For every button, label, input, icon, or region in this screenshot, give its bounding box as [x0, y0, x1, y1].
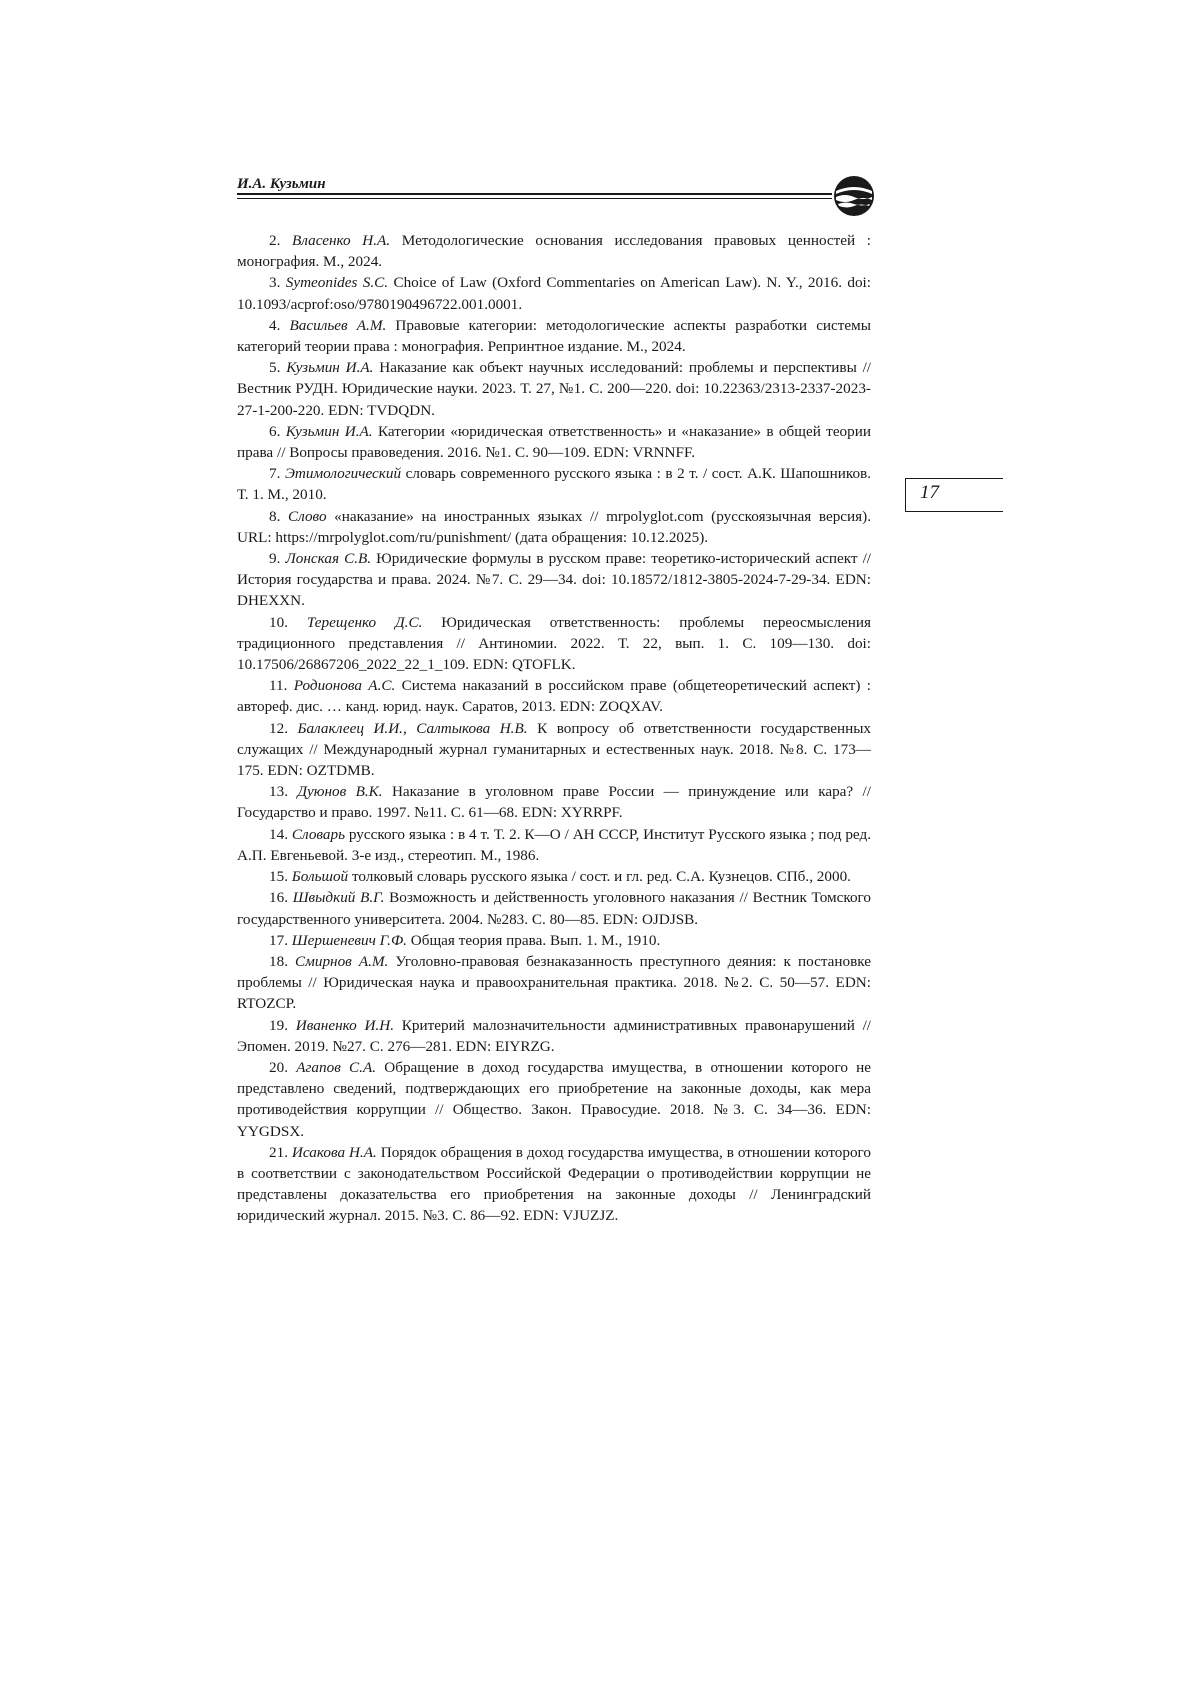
reference-text: русского языка : в 4 т. Т. 2. К—О / АН СССР, Институт Русского языка ; под ред. А.П. Евгеньевой. 3-е изд., стереотип. М., 1986.: [237, 825, 871, 864]
page-number-box: [905, 478, 1003, 512]
reference-text: Наказание как объект научных исследований: проблемы и перспективы // Вестник РУДН. Юридические науки. 2023. Т. 27, №1. С. 200—220. doi: 10.22363/2313-2337-2023-27-1-200-220. EDN: TVDQDN.: [237, 359, 872, 419]
page-number: 17: [920, 482, 939, 503]
reference-item: [237, 506, 871, 548]
reference-author: Балаклеец И.И., Салтыкова Н.В.: [297, 719, 528, 737]
reference-item: [237, 421, 871, 463]
reference-author: Кузьмин И.А.: [286, 359, 374, 377]
reference-author: Швыдкий В.Г.: [292, 889, 385, 907]
reference-item: [237, 824, 871, 866]
reference-item: [237, 930, 871, 951]
reference-number: 7.: [269, 465, 281, 483]
reference-text: толковый словарь русского языка / сост. и гл. ред. С.А. Кузнецов. СПб., 2000.: [351, 868, 851, 886]
reference-number: 16.: [269, 889, 288, 907]
reference-number: 21.: [269, 1143, 288, 1161]
reference-number: 9.: [269, 550, 281, 568]
reference-number: 6.: [269, 422, 281, 440]
reference-author: Иваненко И.Н.: [295, 1016, 395, 1034]
reference-text: Уголовно-правовая безнаказанность преступного деяния: к постановке проблемы // Юридическая наука и правоохранительная практика. 2018. №2. С. 50—57. EDN: RTOZCP.: [237, 952, 872, 1013]
reference-number: 8.: [269, 507, 281, 525]
reference-text: Критерий малозначительности административных правонарушений // Эпомен. 2019. №27. С. 276—281. EDN: EIYRZG.: [237, 1016, 872, 1055]
reference-author: Этимологический: [284, 465, 402, 483]
journal-logo-icon: [832, 174, 876, 218]
reference-text: Choice of Law (Oxford Commentaries on American Law). N. Y., 2016. doi: 10.1093/acprof:oso/9780190496722.001.0001.: [237, 274, 871, 313]
reference-number: 12.: [269, 719, 288, 737]
reference-text: Юридические формулы в русском праве: теоретико-исторический аспект // История государства и права. 2024. №7. С. 29—34. doi: 10.18572/1812-3805-2024-7-29-34. EDN: DHEXXN.: [237, 550, 872, 610]
reference-item: [237, 1057, 871, 1142]
reference-item: [237, 1015, 871, 1057]
reference-number: 18.: [269, 952, 288, 970]
reference-text: Возможность и действенность уголовного наказания // Вестник Томского государственного университета. 2004. №283. С. 80—85. EDN: OJDJSB.: [237, 889, 871, 928]
reference-item: [237, 781, 871, 823]
reference-number: 17.: [269, 931, 288, 949]
reference-item: [237, 675, 871, 717]
reference-author: Symeonides S.C.: [285, 274, 389, 292]
reference-author: Смирнов А.М.: [295, 952, 389, 970]
reference-text: «наказание» на иностранных языках // mrpolyglot.com (русскоязычная версия). URL: https://mrpolyglot.com/ru/punishment/ (дата обращения: 10.12.2025).: [237, 507, 872, 546]
reference-author: Большой: [291, 868, 349, 886]
reference-number: 14.: [269, 825, 288, 843]
reference-item: [237, 951, 871, 1015]
reference-item: [237, 230, 871, 272]
reference-text: Наказание в уголовном праве России — принуждение или кара? // Государство и право. 1997. №11. С. 61—68. EDN: XYRRPF.: [237, 783, 871, 822]
reference-item: [237, 315, 871, 357]
reference-author: Васильев А.М.: [289, 316, 387, 334]
reference-text: Обращение в доход государства имущества, в отношении которого не представлено сведений, подтверждающих его приобретение на законные доходы, как мера противодействия коррупции // Общество. Закон. Правосудие. 2018. №3. С. 34—36. EDN: YYGDSX.: [237, 1058, 872, 1140]
header-rule-thin: [237, 198, 832, 199]
reference-number: 13.: [269, 783, 288, 801]
reference-number: 19.: [269, 1016, 288, 1034]
reference-text: Порядок обращения в доход государства имущества, в отношении которого в соответствии с законодательством Российской Федерации о противодействии коррупции не представлены доказательства его приобретения на законные доходы // Ленинградский юридический журнал. 2015. №3. С. 86—92. EDN: VJUZJZ.: [237, 1143, 872, 1225]
reference-author: Кузьмин И.А.: [285, 422, 373, 440]
reference-item: [237, 866, 871, 887]
reference-item: [237, 1142, 871, 1227]
reference-text: Общая теория права. Вып. 1. М., 1910.: [410, 931, 661, 949]
reference-number: 4.: [269, 316, 281, 334]
reference-author: Терещенко Д.С.: [306, 613, 423, 631]
reference-author: Слово: [288, 507, 327, 525]
reference-text: Юридическая ответственность: проблемы переосмысления традиционного представления // Антиномии. 2022. Т. 22, вып. 1. С. 109—130. doi: 10.17506/26867206_2022_22_1_109. EDN: QTOFLK.: [237, 613, 872, 674]
reference-author: Словарь: [291, 825, 345, 843]
reference-author: Родионова А.С.: [293, 677, 396, 695]
reference-text: Категории «юридическая ответственность» и «наказание» в общей теории права // Вопросы правоведения. 2016. №1. С. 90—109. EDN: VRNNFF.: [237, 422, 871, 462]
reference-author: Лонская С.В.: [285, 550, 372, 568]
reference-author: Власенко Н.А.: [292, 232, 391, 249]
reference-author: Шершеневич Г.Ф.: [291, 931, 407, 949]
header-rule-thick: [237, 193, 832, 195]
reference-author: Исакова Н.А.: [291, 1143, 377, 1161]
reference-item: [237, 887, 871, 929]
reference-item: [237, 612, 871, 676]
reference-item: [237, 272, 871, 314]
reference-text: Методологические основания исследования правовых ценностей : монография. М., 2024.: [237, 232, 872, 271]
reference-text: К вопросу об ответственности государственных служащих // Международный журнал гуманитарных и естественных наук. 2018. №8. С. 173—175. EDN: OZTDMB.: [237, 719, 871, 780]
reference-item: [237, 357, 871, 421]
reference-text: Правовые категории: методологические аспекты разработки системы категорий теории права : монография. Репринтное издание. М., 2024.: [237, 316, 871, 356]
reference-number: 20.: [269, 1058, 288, 1076]
reference-number: 10.: [269, 613, 288, 631]
reference-item: [237, 548, 871, 612]
reference-number: 3.: [269, 274, 281, 292]
reference-number: 2.: [269, 232, 281, 249]
reference-text: Система наказаний в российском праве (общетеоретический аспект) : автореф. дис. … канд. юрид. наук. Саратов, 2013. EDN: ZOQXAV.: [237, 677, 872, 716]
reference-number: 5.: [269, 359, 281, 377]
reference-number: 11.: [269, 677, 288, 695]
references-list: [237, 230, 871, 1227]
reference-item: [237, 463, 871, 505]
reference-author: Агапов С.А.: [296, 1058, 377, 1076]
reference-item: [237, 718, 871, 782]
reference-author: Дуюнов В.К.: [297, 783, 383, 801]
reference-number: 15.: [269, 868, 288, 886]
reference-text: словарь современного русского языка : в 2 т. / сост. А.К. Шапошников. Т. 1. М., 2010.: [237, 465, 872, 504]
running-header-author: И.А. Кузьмин: [237, 176, 326, 192]
